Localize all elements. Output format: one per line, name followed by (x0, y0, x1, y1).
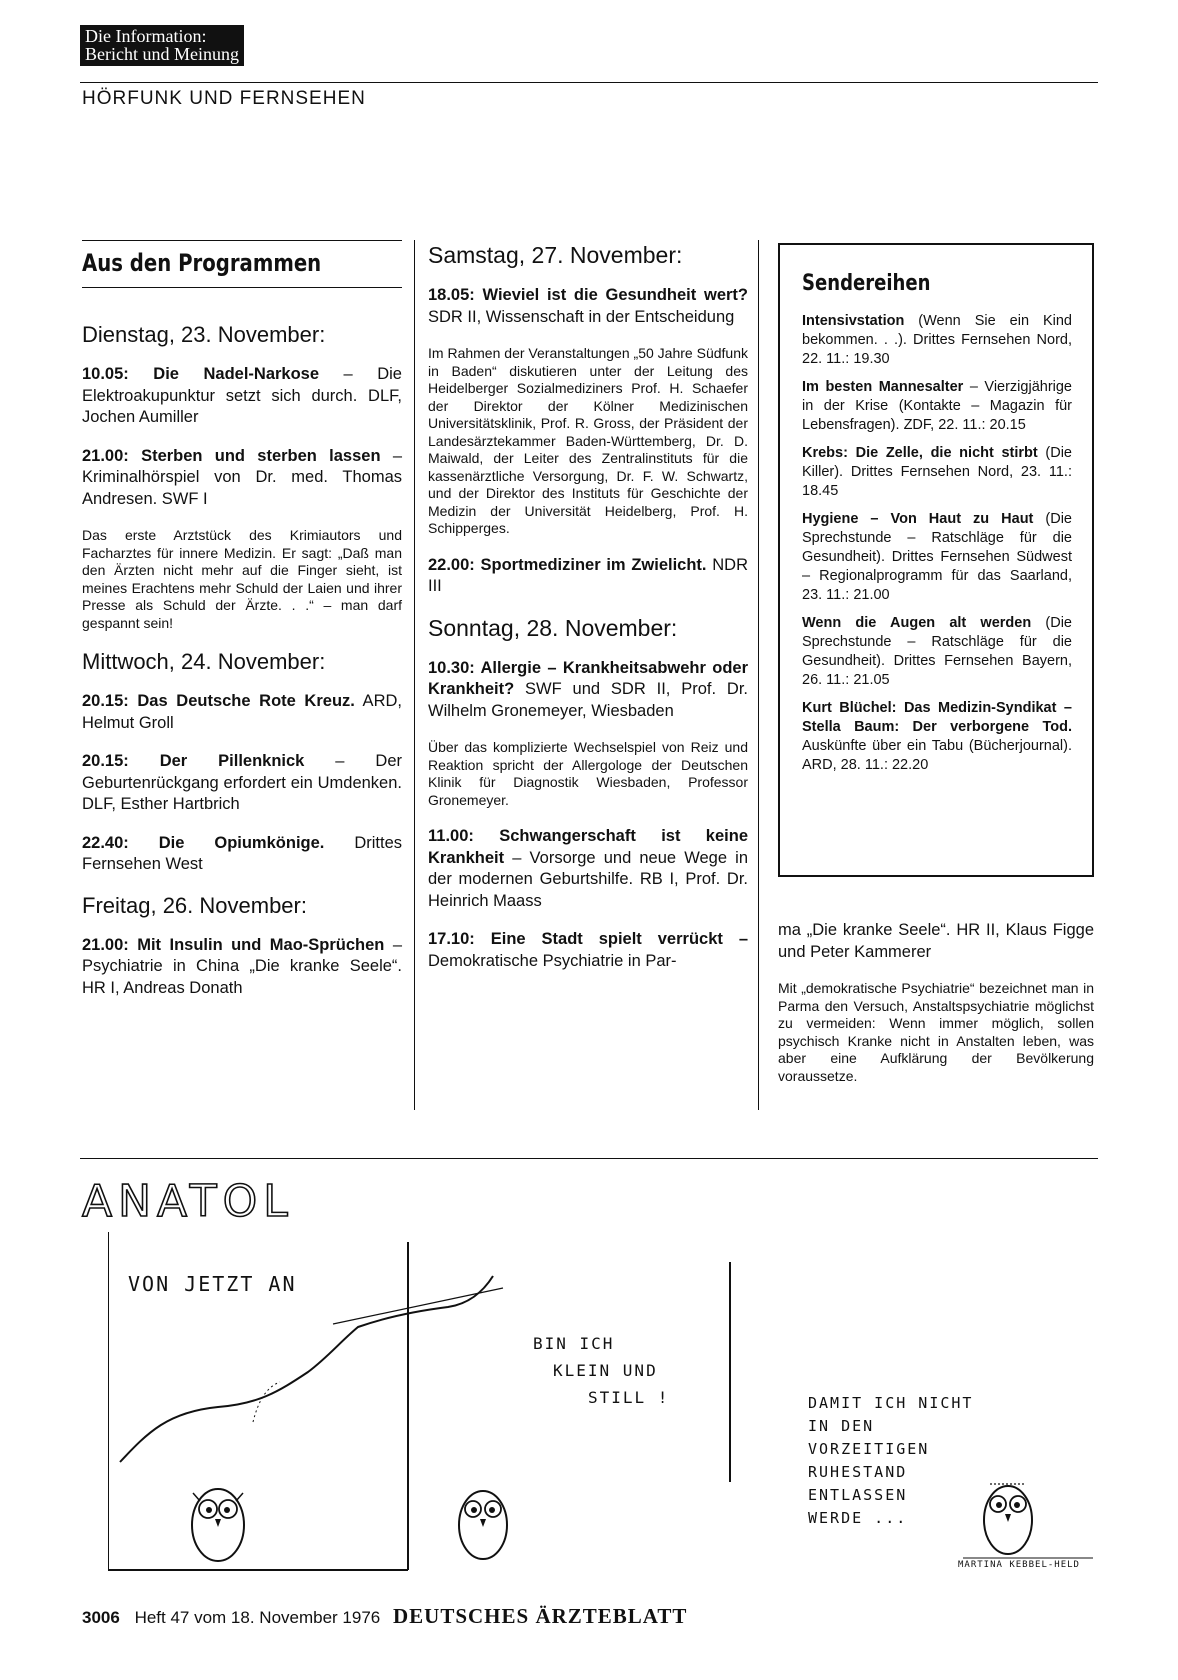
page-number: 3006 (82, 1608, 120, 1627)
entry-note: Im Rahmen der Veranstaltungen „50 Jahre Südfunk in Baden“ diskutieren unter der Leitung des Heidelberger Sozialmediziners Prof. H. Schaefer der Direktor der Kölner Medizinischen Universitätsklinik, Prof. R. Gross, der Präsident der Landesärztekammer Baden-Württemberg, Dr. D. Maiwald, der Leiter des Zentralinstituts für die kassenärztliche Versorgung, Dr. F. W. Schwartz, und der Direktor des Instituts für Geschichte der Medizin der Universität Heidelberg, Prof. H. Schipperges. (428, 345, 748, 536)
column-3-continuation (778, 920, 1094, 1102)
entry-title: 10.30: Allergie – Krankheitsabwehr oder Krankheit? (428, 658, 748, 698)
series-item-title: Hygiene – Von Haut zu Haut (802, 511, 1034, 527)
series-item (802, 378, 1072, 435)
series-item (802, 699, 1072, 775)
speech-line: STILL ! (588, 1388, 670, 1407)
series-item-title: Intensivstation (802, 313, 905, 329)
day-heading-saturday: Samstag, 27. November: (428, 242, 683, 268)
series-item (802, 614, 1072, 690)
owl-icon (984, 1484, 1032, 1554)
day-heading-sunday: Sonntag, 28. November: (428, 614, 678, 641)
series-item-title: Krebs: Die Zelle, die nicht stirbt (802, 445, 1038, 461)
entry-text: – Der Geburtenrückgang erfordert ein Umdenken. DLF, Esther Hartbrich (82, 752, 402, 813)
heading-rule (82, 287, 402, 288)
speech-line: ENTLASSEN (808, 1486, 908, 1504)
comic-top-rule (80, 1158, 1098, 1159)
program-entry (82, 691, 402, 734)
series-item-text: (Die Killer). Drittes Fernsehen Nord, 23. 11.: 18.45 (802, 445, 1072, 499)
section-title: HÖRFUNK UND FERNSEHEN (82, 88, 366, 109)
entry-title: 21.00: Mit Insulin und Mao-Sprüchen (82, 935, 385, 954)
program-entry (82, 935, 402, 1000)
entry-title: 18.05: Wieviel ist die Gesundheit wert? (428, 286, 748, 304)
entry-text: Demokratische Psychiatrie in Par- (428, 951, 677, 970)
entry-title: 20.15: Der Pillenknick (82, 752, 305, 770)
comic-title-text: ANATOL (82, 1176, 294, 1227)
magazine-name: DEUTSCHES ÄRZTEBLATT (392, 1604, 688, 1628)
series-item-title: Kurt Blüchel: Das Medizin-Syndikat – Stella Baum: Der verborgene Tod. (802, 700, 1072, 735)
series-item (802, 444, 1072, 501)
entry-title: 20.15: Das Deutsche Rote Kreuz. (82, 692, 355, 710)
owl-icon (192, 1489, 244, 1561)
entry-text: NDR III (428, 555, 748, 595)
program-entry (428, 658, 748, 723)
entry-text: – Kriminalhörspiel von Dr. med. Thomas Andresen. SWF I (82, 446, 403, 508)
panel-2-speech (533, 1330, 669, 1411)
speech-line: IN DEN (808, 1417, 875, 1435)
entry-title: 10.05: Die Nadel-Narkose (82, 365, 320, 383)
column-1 (82, 240, 402, 1016)
column-1-top-rule (82, 240, 402, 241)
series-box-title: Sendereihen (802, 271, 931, 296)
series-box (778, 243, 1094, 877)
page-footer (82, 1604, 687, 1629)
comic-strip (108, 1232, 1100, 1574)
entry-title: 22.00: Sportmediziner im Zwielicht. (428, 555, 707, 574)
entry-title: 11.00: Schwangerschaft ist keine Krankheit (428, 827, 748, 867)
entry-title: 22.40: Die Opiumkönige. (82, 833, 325, 852)
entry-text: ARD, Helmut Groll (82, 692, 402, 732)
header-rule (80, 82, 1098, 83)
series-item-text: (Wenn Sie ein Kind bekommen. . .). Drittes Fernsehen Nord, 22. 11.: 19.30 (802, 313, 1072, 367)
speech-line: VORZEITIGEN (808, 1440, 930, 1458)
entry-text: SWF und SDR II, Prof. Dr. Wilhelm Gronemeyer, Wiesbaden (428, 680, 748, 720)
program-entry (428, 555, 748, 598)
artist-signature: MARTINA KEBBEL-HELD (958, 1560, 1080, 1570)
program-entry (82, 833, 402, 876)
entry-note: Das erste Arztstück des Krimiautors und Facharztes für innere Medizin. Er sagt: „Daß man den Ärzten nicht mehr auf die Finger sieht, ist meines Erachtens mehr Schuld der Laien und ihrer Presse als Schuld der Ärzte. . .“ – man darf gespannt sein! (82, 527, 402, 631)
program-entry (82, 751, 402, 816)
panel-1-caption: VON JETZT AN (128, 1272, 297, 1296)
program-entry (82, 446, 402, 511)
series-item-text: (Die Sprechstunde – Ratschläge für die Gesundheit). Drittes Fernsehen Bayern, 26. 11.: 21.05 (802, 615, 1072, 688)
rubric-line-1: Die Information: (85, 26, 207, 46)
day-heading-wednesday: Mittwoch, 24. November: (82, 649, 326, 674)
continued-entry: ma „Die kranke Seele“. HR II, Klaus Figge und Peter Kammerer (778, 921, 1094, 961)
series-item (802, 510, 1072, 605)
series-item-text: – Vierzigjährige in der Krise (Kontakte – Magazin für Lebensfragen). ZDF, 22. 11.: 20.15 (802, 379, 1072, 433)
column-2 (428, 242, 748, 989)
entry-note: Über das komplizierte Wechselspiel von Reiz und Reaktion spricht der Allergologe der Deutschen Klinik für Diagnostik Wiesbaden, Professor Gronemeyer. (428, 739, 748, 808)
column-heading: Aus den Programmen (82, 249, 322, 277)
speech-line: WERDE ... (808, 1509, 908, 1527)
day-heading-friday: Freitag, 26. November: (82, 892, 307, 918)
rubric-line-2: Bericht und Meinung (85, 44, 239, 64)
speech-line: DAMIT ICH NICHT (808, 1394, 974, 1412)
speech-line: RUHESTAND (808, 1463, 908, 1481)
series-item (802, 312, 1072, 369)
panel-3-speech (808, 1392, 973, 1530)
rubric-label (80, 25, 244, 66)
speech-line: BIN ICH (533, 1334, 615, 1353)
day-heading-tuesday: Dienstag, 23. November: (82, 322, 326, 347)
series-item-text: (Die Sprechstunde – Ratschläge für die Gesundheit). Drittes Fernsehen Südwest – Regionalprogramm für das Saarland, 23. 11.: 21.00 (802, 511, 1072, 603)
series-item-text: Auskünfte über ein Tabu (Bücherjournal). ARD, 28. 11.: 22.20 (802, 738, 1072, 773)
entry-note: Mit „demokratische Psychiatrie“ bezeichnet man in Parma den Versuch, Anstaltspsychiatrie möglichst zu vermeiden: Wenn immer möglich, sollen psychisch Kranke nicht in Anstalten leben, was aber eine Aufklärung der Bevölkerung voraussetze. (778, 980, 1094, 1084)
issue-info: Heft 47 vom 18. November 1976 (134, 1608, 381, 1627)
entry-text: SDR II, Wissenschaft in der Entscheidung (428, 307, 735, 326)
entry-title: 17.10: Eine Stadt spielt verrückt – (428, 930, 748, 948)
comic-title-lettering (78, 1172, 338, 1228)
owl-icon (459, 1491, 507, 1559)
program-entry (82, 364, 402, 429)
entry-text: – Die Elektroakupunktur setzt sich durch. DLF, Jochen Aumiller (82, 365, 402, 426)
program-entry (428, 929, 748, 972)
speech-line: KLEIN UND (553, 1361, 658, 1380)
entry-text: – Vorsorge und neue Wege in der modernen Geburtshilfe. RB I, Prof. Dr. Heinrich Maass (428, 848, 748, 910)
comic-title (78, 1172, 338, 1233)
column-divider (758, 240, 759, 1110)
series-item-title: Im besten Mannesalter (802, 379, 964, 395)
entry-title: 21.00: Sterben und sterben lassen (82, 446, 381, 465)
entry-text: Drittes Fernsehen West (82, 833, 402, 873)
series-item-title: Wenn die Augen alt werden (802, 615, 1032, 631)
column-divider (414, 240, 415, 1110)
program-entry (428, 826, 748, 912)
program-entry (428, 285, 748, 328)
entry-text: – Psychiatrie in China „Die kranke Seele“. HR I, Andreas Donath (82, 935, 402, 997)
